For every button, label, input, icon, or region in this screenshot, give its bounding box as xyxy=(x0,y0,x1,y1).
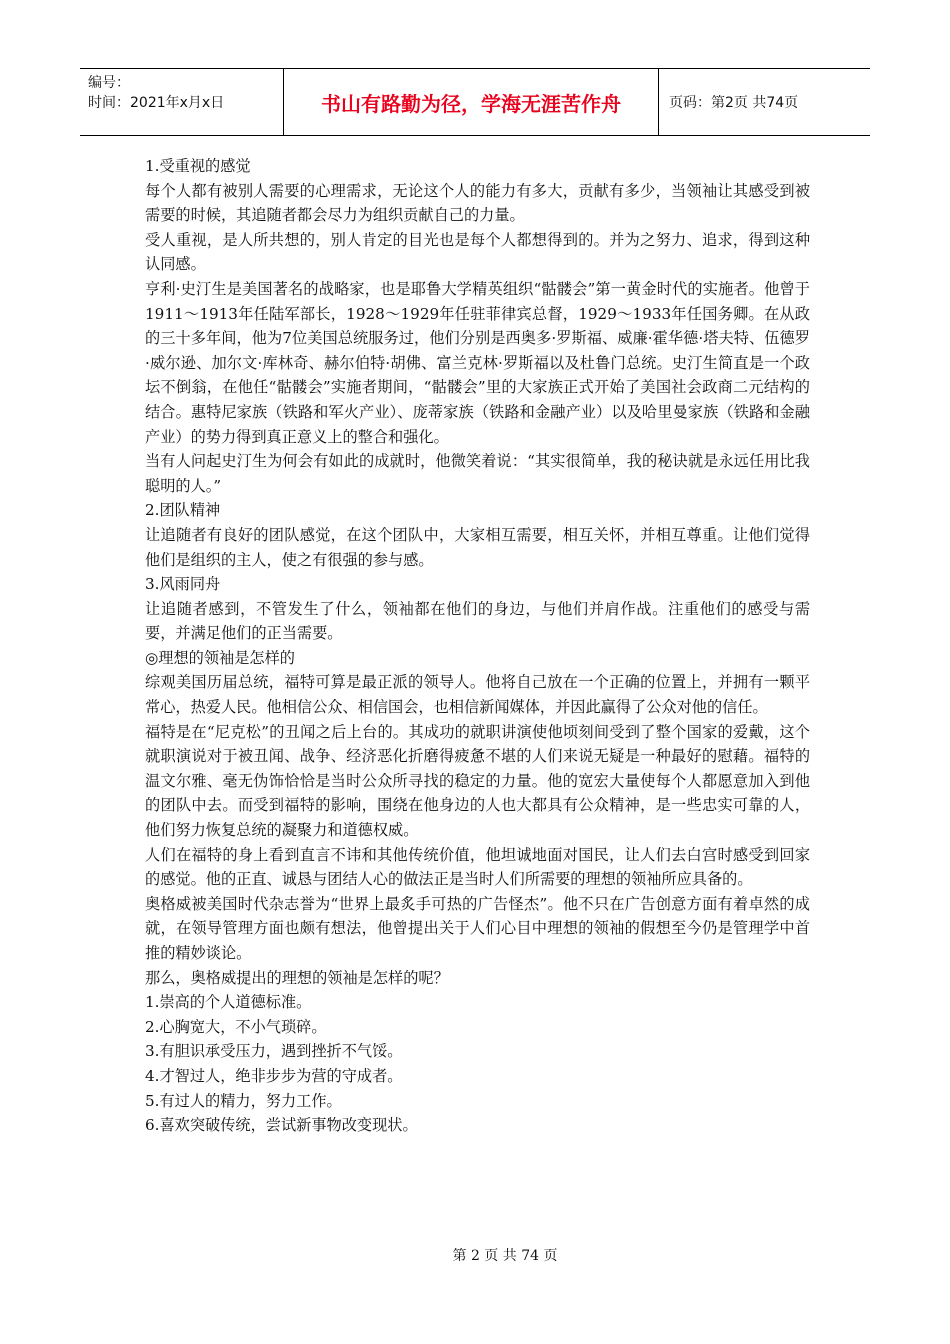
paragraph: 2.心胸宽大，不小气琐碎。 xyxy=(145,1017,327,1036)
paragraph: 4.才智过人，绝非步步为营的守成者。 xyxy=(145,1066,403,1085)
header-page-info: 页码：第2页 共74页 xyxy=(669,95,799,111)
paragraph: 人们在福特的身上看到直言不讳和其他传统价值，他坦诚地面对国民，让人们去白宫时感受到回家的感觉。他的正直、诚恳与团结人心的做法正是当时人们所需要的理想的领袖所应具备的。 xyxy=(145,845,810,889)
page-header xyxy=(80,68,870,136)
header-meta xyxy=(80,69,283,135)
paragraph: 1.受重视的感觉 xyxy=(145,157,251,175)
document-body xyxy=(145,154,810,1138)
paragraph: 6.喜欢突破传统，尝试新事物改变现状。 xyxy=(145,1116,418,1135)
paragraph: 亨利·史汀生是美国著名的战略家，也是耶鲁大学精英组织“骷髅会”第一黄金时代的实施者。他曾于1911～1913年任陆军部长，1928～1929年任驻菲律宾总督，1929～1933年任国务卿。在从政的三十多年间，他为7位美国总统服务过，他们分别是西奥多·罗斯福、威廉·霍华德·塔夫特、伍德罗·威尔逊、加尔文·库林奇、赫尔伯特·胡佛、富兰克林·罗斯福以及杜鲁门总统。史汀生简直是一个政坛不倒翁，在他任“骷髅会”实施者期间，“骷髅会”里的大家族正式开始了美国社会政商二元结构的结合。惠特尼家族（铁路和军火产业）、庞蒂家族（铁路和金融产业）以及哈里曼家族（铁路和金融产业）的势力得到真正意义上的整合和强化。 xyxy=(145,279,810,446)
date-label: 时间：2021年x月x日 xyxy=(88,95,225,111)
paragraph: 那么，奥格威提出的理想的领袖是怎样的呢？ xyxy=(145,968,449,987)
code-label: 编号： xyxy=(88,75,130,91)
paragraph: 受人重视，是人所共想的，别人肯定的目光也是每个人都想得到的。并为之努力、追求，得到这种认同感。 xyxy=(145,230,810,274)
paragraph: 3.有胆识承受压力，遇到挫折不气馁。 xyxy=(145,1042,403,1061)
paragraph: ◎理想的领袖是怎样的 xyxy=(145,648,295,667)
paragraph: 2.团队精神 xyxy=(145,501,221,520)
paragraph: 综观美国历届总统，福特可算是最正派的领导人。他将自己放在一个正确的位置上，并拥有一颗平常心，热爱人民。他相信公众、相信国会，也相信新闻媒体，并因此赢得了公众对他的信任。 xyxy=(145,673,810,717)
paragraph: 奥格威被美国时代杂志誉为“世界上最炙手可热的广告怪杰”。他不只在广告创意方面有着卓然的成就，在领导管理方面也颇有想法，他曾提出关于人们心目中理想的领袖的假想至今仍是管理学中首推的精妙谈论。 xyxy=(145,894,810,962)
paragraph: 每个人都有被别人需要的心理需求，无论这个人的能力有多大，贡献有多少，当领袖让其感受到被需要的时候，其追随者都会尽力为组织贡献自己的力量。 xyxy=(145,181,810,225)
paragraph: 福特是在“尼克松”的丑闻之后上台的。其成功的就职讲演使他顷刻间受到了整个国家的爱戴，这个就职演说对于被丑闻、战争、经济恶化折磨得疲惫不堪的人们来说无疑是一种最好的慰藉。福特的温文尔雅、毫无伪饰恰恰是当时公众所寻找的稳定的力量。他的宽宏大量使每个人都愿意加入到他的团队中去。而受到福特的影响，围绕在他身边的人也大都具有公众精神，是一些忠实可靠的人，他们努力恢复总统的凝聚力和道德权威。 xyxy=(145,722,810,840)
paragraph: 5.有过人的精力，努力工作。 xyxy=(145,1091,342,1110)
paragraph: 让追随者有良好的团队感觉，在这个团队中，大家相互需要，相互关怀，并相互尊重。让他们觉得他们是组织的主人，使之有很强的参与感。 xyxy=(145,525,810,569)
header-motto: 书山有路勤为径，学海无涯苦作舟 xyxy=(283,69,659,135)
paragraph: 当有人问起史汀生为何会有如此的成就时，他微笑着说：“其实很简单，我的秘诀就是永远任用比我聪明的人。” xyxy=(145,452,810,495)
page-footer: 第 2 页 共 74 页 xyxy=(452,1248,558,1264)
paragraph: 让追随者感到，不管发生了什么，领袖都在他们的身边，与他们并肩作战。注重他们的感受与需要，并满足他们的正当需要。 xyxy=(145,599,810,643)
paragraph: 3.风雨同舟 xyxy=(145,575,221,594)
paragraph: 1.崇高的个人道德标准。 xyxy=(145,993,312,1012)
